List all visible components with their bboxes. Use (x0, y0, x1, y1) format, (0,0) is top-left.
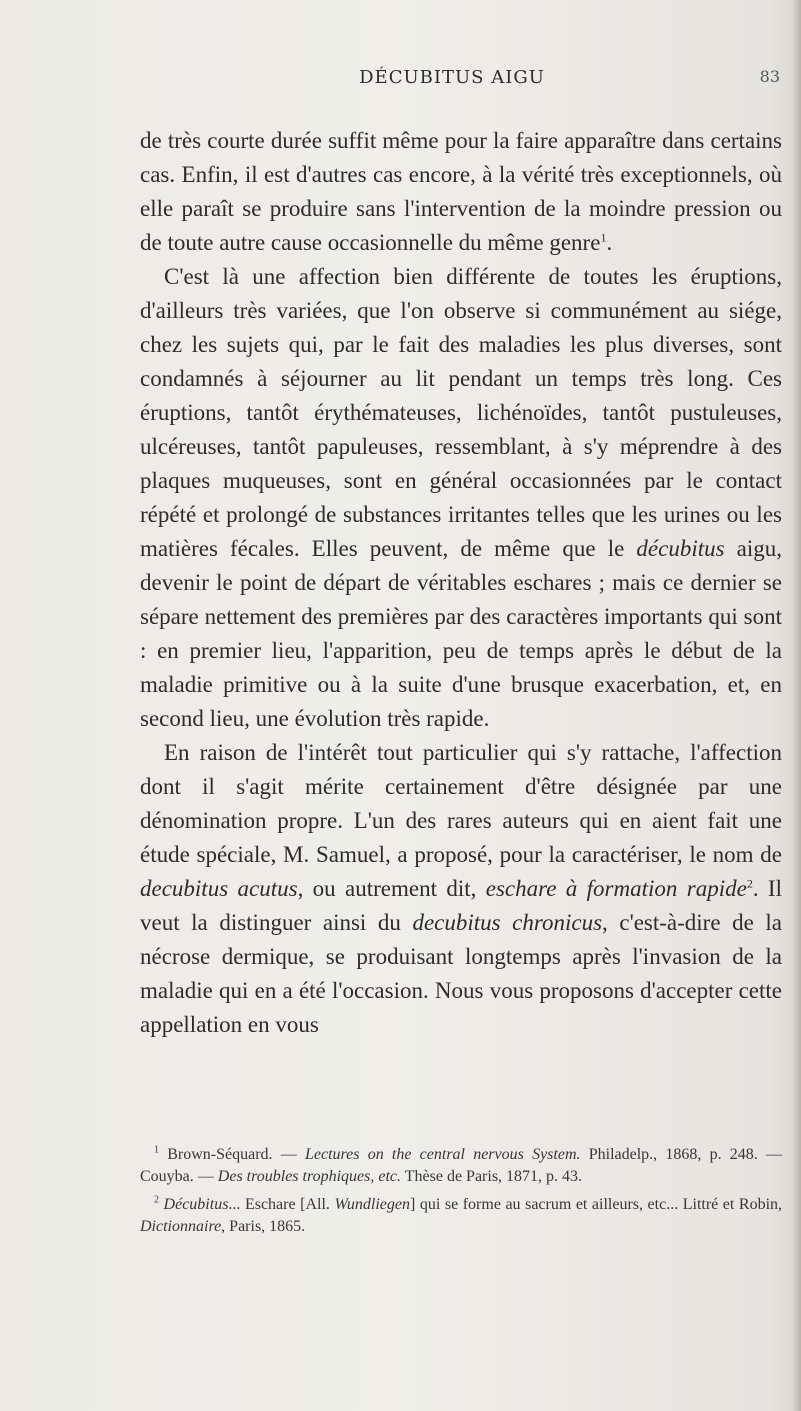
footnote-1: $^1$ Brown-Séquard. — Lectures on the central nervous System. Philadelp., 1868, p. 248. — Couyba. — Des troubles trophiques, etc. Thèse de Paris, 1871, p. 43. (140, 1144, 783, 1185)
paragraph-2: C'est là une affection bien différente de toutes les éruptions, d'ailleurs très variées, que l'on observe si communément au siége, chez les sujets qui, par le fait des maladies les plus diverses, sont condamnés à séjourner au lit pendant un temps très long. Ces éruptions, tantôt érythémateuses, lichénoïdes, tantôt pustuleuses, ulcéreuses, tantôt papuleuses, ressemblant, à s'y méprendre à des plaques muqueuses, sont en général occasionnées par le contact répété et prolongé de substances irritantes telles que les urines ou les matières fécales. Elles peuvent, de même que le décubitus aigu, devenir le point de départ de véritables eschares ; mais ce dernier se sépare nettement des premières par des caractères importants qui sont : en premier lieu, l'apparition, peu de temps après le début de la maladie primitive ou à la suite d'une brusque exacerbation, et, en second lieu, une évolution très rapide. (140, 264, 783, 731)
term-decubitus-chronicus: decubitus chronicus (412, 910, 603, 935)
footnotes (140, 1144, 782, 1244)
footnote-ref-2: 2 (746, 876, 753, 891)
footnote-2: $^2$ Décubitus... Eschare [All. Wundliegen] qui se forme au sacrum et ailleurs, etc... Littré et Robin, Dictionnaire, Paris, 1865. (140, 1194, 783, 1235)
running-title: DÉCUBITUS AIGU (359, 67, 545, 88)
page-edge (793, 0, 801, 1411)
paragraph-3: En raison de l'intérêt tout particulier qui s'y rattache, l'affection dont il s'agit mérite certainement d'être désignée par une dénomination propre. L'un des rares auteurs qui en aient fait une étude spéciale, M. Samuel, a proposé, pour la caractériser, le nom de decubitus acutus, ou autrement dit, eschare à formation rapide$^2$. Il veut la distinguer ainsi du decubitus chronicus, c'est-à-dire de la nécrose dermique, se produisant longtemps après l'invasion de la maladie qui en a été l'occasion. Nous vous proposons d'accepter cette appellation en vous (140, 740, 782, 1037)
paragraph-1: de très courte durée suffit même pour la faire apparaître dans certains cas. Enfin, il est d'autres cas encore, à la vérité très exceptionnels, où elle paraît se produire sans l'intervention de la moindre pression ou de toute autre cause occasionnelle du même genre$^1$. (140, 128, 782, 255)
term-decubitus-acutus: decubitus acutus (140, 876, 298, 901)
page-number: 83 (759, 67, 780, 86)
term-eschare-rapide: eschare à formation rapide (485, 876, 747, 901)
term-decubitus: décubitus (636, 536, 725, 561)
page-header (120, 67, 784, 93)
footnote-ref-1: 1 (600, 230, 607, 245)
body-text (140, 124, 782, 1042)
